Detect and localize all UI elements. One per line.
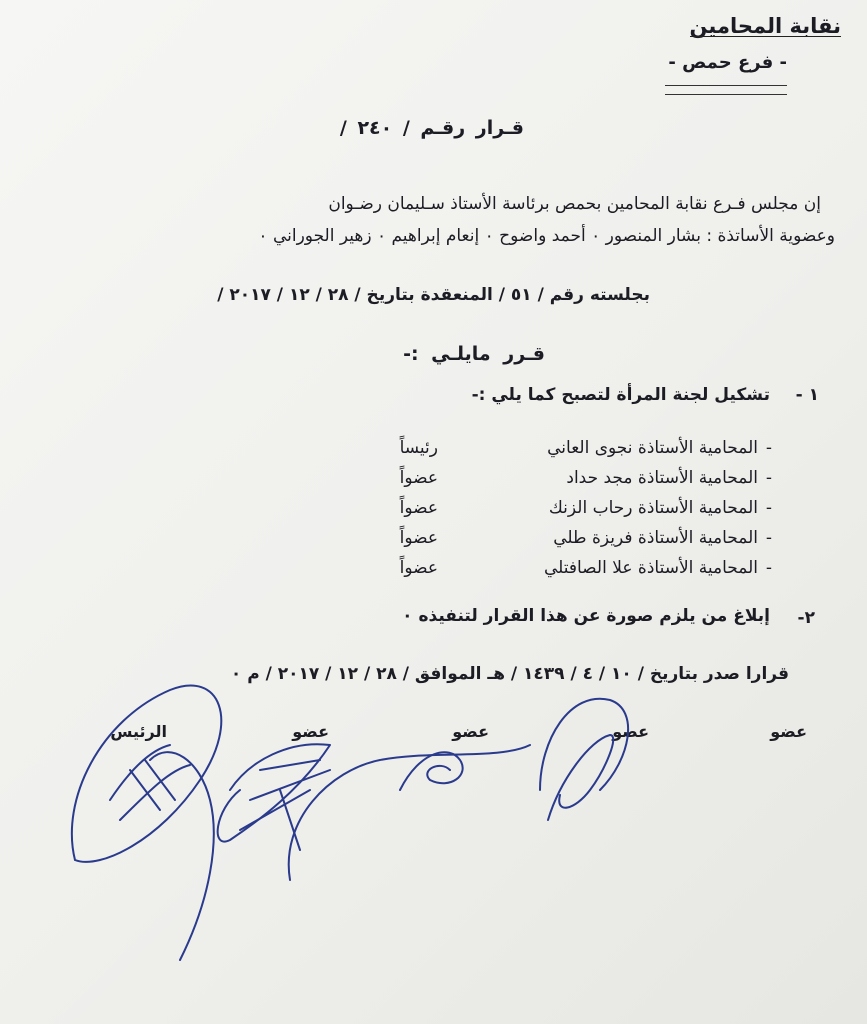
signature-label-member: عضو: [292, 722, 329, 741]
intro-line-2: وعضوية الأساتذة : بشار المنصور ٠ أحمد واضوح ٠ إنعام إبراهيم ٠ زهير الجوراني ٠: [258, 226, 835, 246]
signature-label-president: الرئيس: [110, 722, 167, 741]
member-name: المحامية الأستاذة فريزة طلي: [553, 528, 758, 548]
member-name: المحامية الأستاذة علا الصافتلي: [543, 558, 758, 578]
signature-label-member: عضو: [770, 722, 807, 741]
bullet-dash: -: [765, 558, 773, 578]
session-info: بجلسته رقم / ٥١ / المنعقدة بتاريخ / ٢٨ / ١٢ / ٢٠١٧ /: [217, 285, 650, 305]
member-role: عضواً: [399, 468, 438, 488]
member-role: عضواً: [399, 528, 438, 548]
member-name: المحامية الأستاذة نجوى العاني: [547, 438, 758, 458]
bullet-dash: -: [765, 468, 773, 488]
signature-stroke: [110, 745, 190, 820]
member-name: المحامية الأستاذة مجد حداد: [566, 468, 758, 488]
org-name: نقابة المحامين: [689, 14, 841, 38]
signature-stroke: [548, 735, 613, 820]
committee-members-list: [330, 433, 780, 583]
member-row: [330, 493, 780, 523]
bullet-dash: -: [765, 498, 773, 518]
member-row: [330, 523, 780, 553]
member-name: المحامية الأستاذة رحاب الزنك: [548, 498, 758, 518]
decided-heading: قـرر مايلـي :-: [403, 343, 545, 365]
item-1-text: تشكيل لجنة المرأة لتصبح كما يلي :-: [471, 385, 770, 405]
signature-label-member: عضو: [452, 722, 489, 741]
intro-line-1: إن مجلس فـرع نقابة المحامين بحمص برئاسة الأستاذ سـليمان رضـوان: [328, 194, 821, 214]
decision-title: قـرار رقـم / ٢٤٠ /: [339, 117, 524, 139]
signature-stroke: [72, 686, 221, 862]
member-row: [330, 553, 780, 583]
signature-stroke: [218, 744, 330, 841]
member-role: عضواً: [399, 498, 438, 518]
item-2-number: ٢-: [797, 608, 815, 628]
branch-name: - فرع حمص -: [668, 52, 787, 73]
member-row: [330, 463, 780, 493]
item-2-text: إبلاغ من يلزم صورة عن هذا القرار لتنفيذه ٠: [402, 606, 770, 626]
issue-date: قرارا صدر بتاريخ / ١٠ / ٤ / ١٤٣٩ / هـ الموافق / ٢٨ / ١٢ / ٢٠١٧ / م ٠: [230, 664, 789, 684]
bullet-dash: -: [765, 528, 773, 548]
item-1-number: ١ -: [795, 385, 819, 405]
signature-stroke: [130, 760, 175, 810]
signature-stroke: [150, 752, 214, 960]
member-role: رئيساً: [399, 438, 438, 458]
signature-label-member: عضو: [612, 722, 649, 741]
bullet-dash: -: [765, 438, 773, 458]
signature-stroke: [289, 745, 530, 880]
signature-stroke: [400, 752, 463, 790]
signature-stroke: [240, 760, 330, 850]
member-role: عضواً: [399, 558, 438, 578]
header-underline: [665, 85, 787, 95]
signature-stroke: [540, 699, 628, 790]
member-row: [330, 433, 780, 463]
